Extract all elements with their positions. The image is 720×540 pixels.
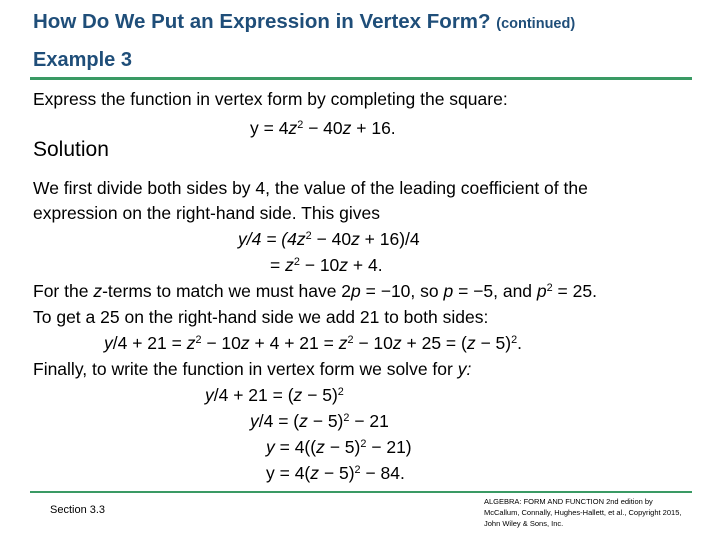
paragraph-line: expression on the right-hand side. This gives: [33, 203, 380, 223]
title-text: How Do We Put an Expression in Vertex Form?: [33, 10, 491, 33]
section-label: Section 3.3: [50, 504, 106, 516]
top-divider: [30, 77, 692, 80]
bottom-divider: [30, 491, 692, 493]
paragraph-line: Finally, to write the function in vertex form we solve for y:: [33, 359, 472, 379]
solution-heading: Solution: [33, 138, 109, 161]
example-label: Example 3: [33, 49, 132, 71]
equation-line: $y/4 = (4z^2 - 40z + 16)/4$: [238, 229, 420, 249]
equation-line: $y/4 + 21 = z^2 - 10z + 4 + 21 = z^2 - 10z + 25 = (z - 5)^2$.: [104, 333, 522, 353]
paragraph-line: For the z-terms to match we must have 2p = −10, so p = −5, and $p^2 = 25$.: [33, 281, 597, 301]
equation-line: $y/4 + 21 = (z - 5)^2$: [205, 385, 344, 405]
equation-line: $y/4 = (z - 5)^2 - 21$: [250, 411, 389, 431]
copyright-citation: ALGEBRA: FORM AND FUNCTION 2nd edition by McCallum, Connally, Hughes-Hallett, et al., Copyright 2015, John Wiley & Sons, Inc.: [484, 497, 682, 528]
problem-function: $y = 4z^2 - 40z + 16$.: [250, 118, 396, 138]
equation-line: $y = 4((z - 5)^2 - 21)$: [266, 437, 412, 457]
page-title: [33, 10, 575, 34]
problem-prompt: Express the function in vertex form by completing the square:: [33, 89, 508, 109]
title-suffix: (continued): [496, 16, 576, 32]
paragraph-line: We first divide both sides by 4, the value of the leading coefficient of the: [33, 178, 588, 198]
equation-line: = $z^2 - 10z + 4$.: [270, 255, 383, 275]
paragraph-line: To get a 25 on the right-hand side we add 21 to both sides:: [33, 307, 489, 327]
equation-line: $y = 4(z - 5)^2 - 84$.: [266, 463, 405, 483]
